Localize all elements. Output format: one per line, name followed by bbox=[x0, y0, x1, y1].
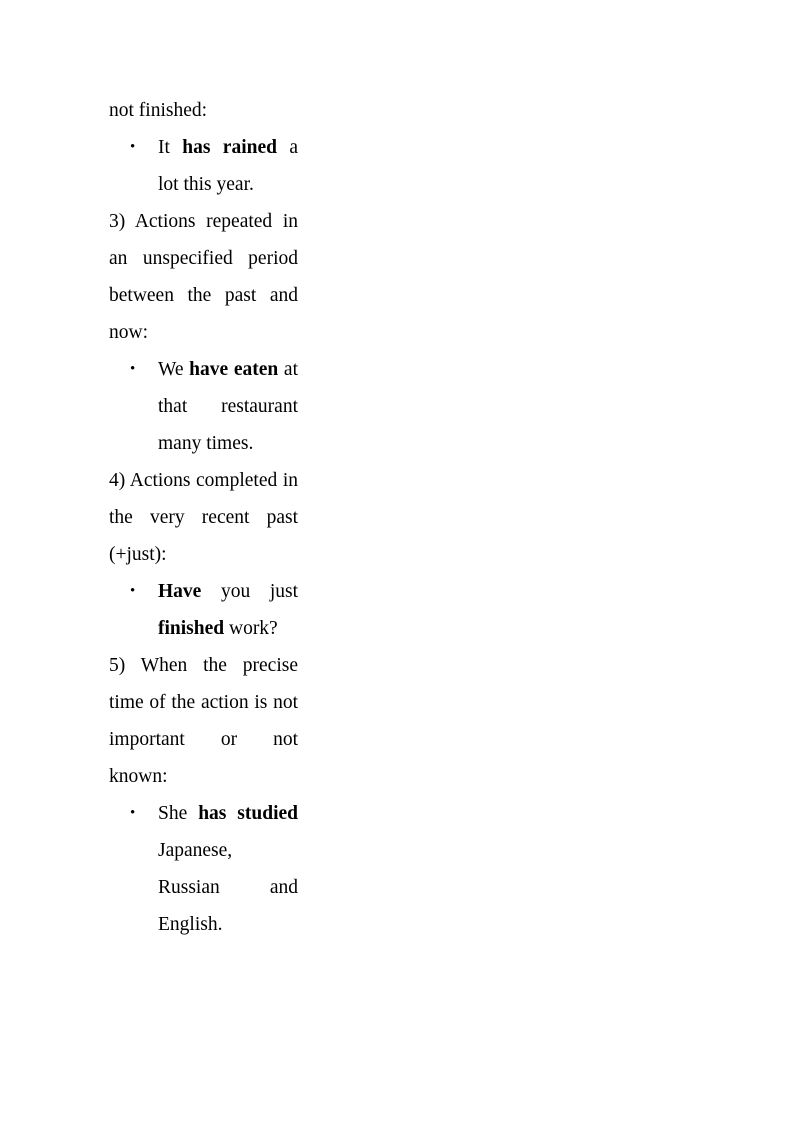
bold-verb-phrase: has studied bbox=[198, 803, 298, 824]
bullet-marker: • bbox=[130, 139, 136, 155]
bold-verb-phrase: Have bbox=[158, 581, 202, 602]
text-run: at that restaurant many times. bbox=[158, 359, 298, 454]
paragraph bbox=[109, 647, 298, 795]
bullet-item bbox=[109, 573, 298, 647]
bullet-item bbox=[109, 795, 298, 943]
paragraph bbox=[109, 462, 298, 573]
text-run: you just bbox=[201, 581, 298, 602]
bullet-text bbox=[158, 351, 298, 462]
bold-verb-phrase: have eaten bbox=[189, 359, 279, 380]
bullet-text bbox=[158, 129, 298, 203]
text-run: We bbox=[158, 359, 190, 380]
bullet-text bbox=[158, 573, 298, 647]
paragraph bbox=[109, 203, 298, 351]
bullet-item bbox=[109, 351, 298, 462]
text-run: work? bbox=[224, 618, 278, 639]
bullet-text bbox=[158, 795, 298, 943]
text-run: It bbox=[158, 137, 183, 158]
text-column bbox=[109, 92, 298, 943]
text-run: 3) Actions repeated in an unspecified period between the past and now: bbox=[109, 211, 298, 343]
paragraph bbox=[109, 92, 298, 129]
text-run: Japanese, Russian and English. bbox=[158, 840, 298, 935]
text-run: She bbox=[158, 803, 199, 824]
text-run: 4) Actions completed in the very recent past (+just): bbox=[109, 470, 298, 565]
bullet-marker: • bbox=[130, 361, 136, 377]
bullet-marker: • bbox=[130, 805, 136, 821]
bold-verb-phrase: finished bbox=[158, 618, 225, 639]
bullet-item bbox=[109, 129, 298, 203]
text-run: 5) When the precise time of the action is not important or not known: bbox=[109, 655, 298, 787]
bold-verb-phrase: has rained bbox=[182, 137, 277, 158]
text-run: not finished: bbox=[109, 100, 208, 121]
text-run: a lot this year. bbox=[158, 137, 298, 195]
bullet-marker: • bbox=[130, 583, 136, 599]
